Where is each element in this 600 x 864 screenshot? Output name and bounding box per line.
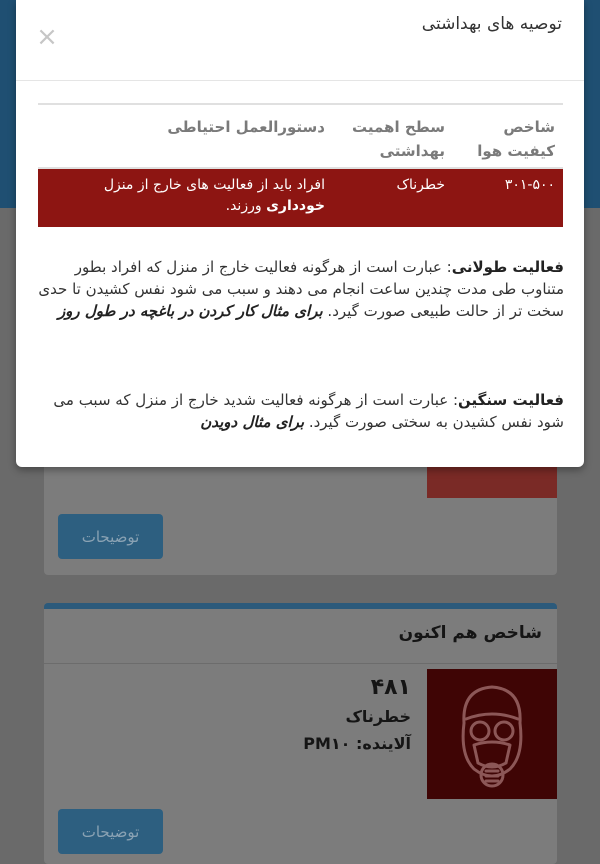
definition-term: فعالیت طولانی — [451, 258, 564, 276]
current-index-card — [44, 603, 557, 864]
header-aqi: شاخص کیفیت هوا — [477, 118, 555, 160]
pollutant-icon-box — [427, 669, 557, 799]
modal-divider — [16, 80, 584, 81]
table-row — [38, 169, 563, 227]
definition-text: : عبارت است از هرگونه فعالیت خارج از منزل که افراد بطور متناوب طی مدت چندین ساعت انجام می دهند و سبب می شود نفس کشیدن تا حدی سخت تر از حالت طبیعی صورت گیرد. — [38, 258, 564, 320]
card-divider — [44, 663, 557, 664]
pollutant-name: آلاینده: PM۱۰ — [303, 734, 411, 753]
recommendations-table — [38, 103, 563, 227]
cell-aqi-range: ۳۰۱-۵۰۰ — [504, 177, 555, 193]
health-recommendations-modal — [16, 0, 584, 467]
table-header — [38, 103, 563, 169]
definition-term: فعالیت سنگین — [458, 391, 564, 409]
close-icon[interactable]: × — [36, 22, 58, 52]
header-precaution: دستورالعمل احتیاطی — [167, 118, 325, 136]
gas-mask-icon — [444, 679, 540, 789]
card-title: شاخص هم اکنون — [398, 623, 542, 643]
cell-precaution — [75, 175, 325, 217]
current-index-info — [303, 673, 411, 757]
header-health-level: سطح اهمیت بهداشتی — [352, 118, 445, 160]
description-button[interactable]: توضیحات — [58, 514, 163, 559]
precaution-bold-text: خودداری — [266, 198, 325, 214]
cell-health-level: خطرناک — [396, 177, 445, 193]
definition-text: : عبارت است از هرگونه فعالیت شدید خارج از منزل که سبب می شود نفس کشیدن به سختی صورت گیرد. — [53, 391, 564, 431]
aqi-value: ۴۸۱ — [370, 675, 411, 700]
definition-long-activity — [36, 256, 564, 322]
precaution-text: افراد باید از فعالیت های خارج از منزل — [103, 177, 325, 193]
definition-heavy-activity — [36, 389, 564, 433]
definition-example: برای مثال دویدن — [200, 413, 305, 431]
precaution-suffix-text: ورزند. — [225, 198, 262, 214]
description-button[interactable]: توضیحات — [58, 809, 163, 854]
aqi-status: خطرناک — [345, 707, 411, 726]
modal-title: توصیه های بهداشتی — [421, 14, 562, 34]
definition-example: برای مثال کار کردن در باغچه در طول روز — [57, 302, 323, 320]
